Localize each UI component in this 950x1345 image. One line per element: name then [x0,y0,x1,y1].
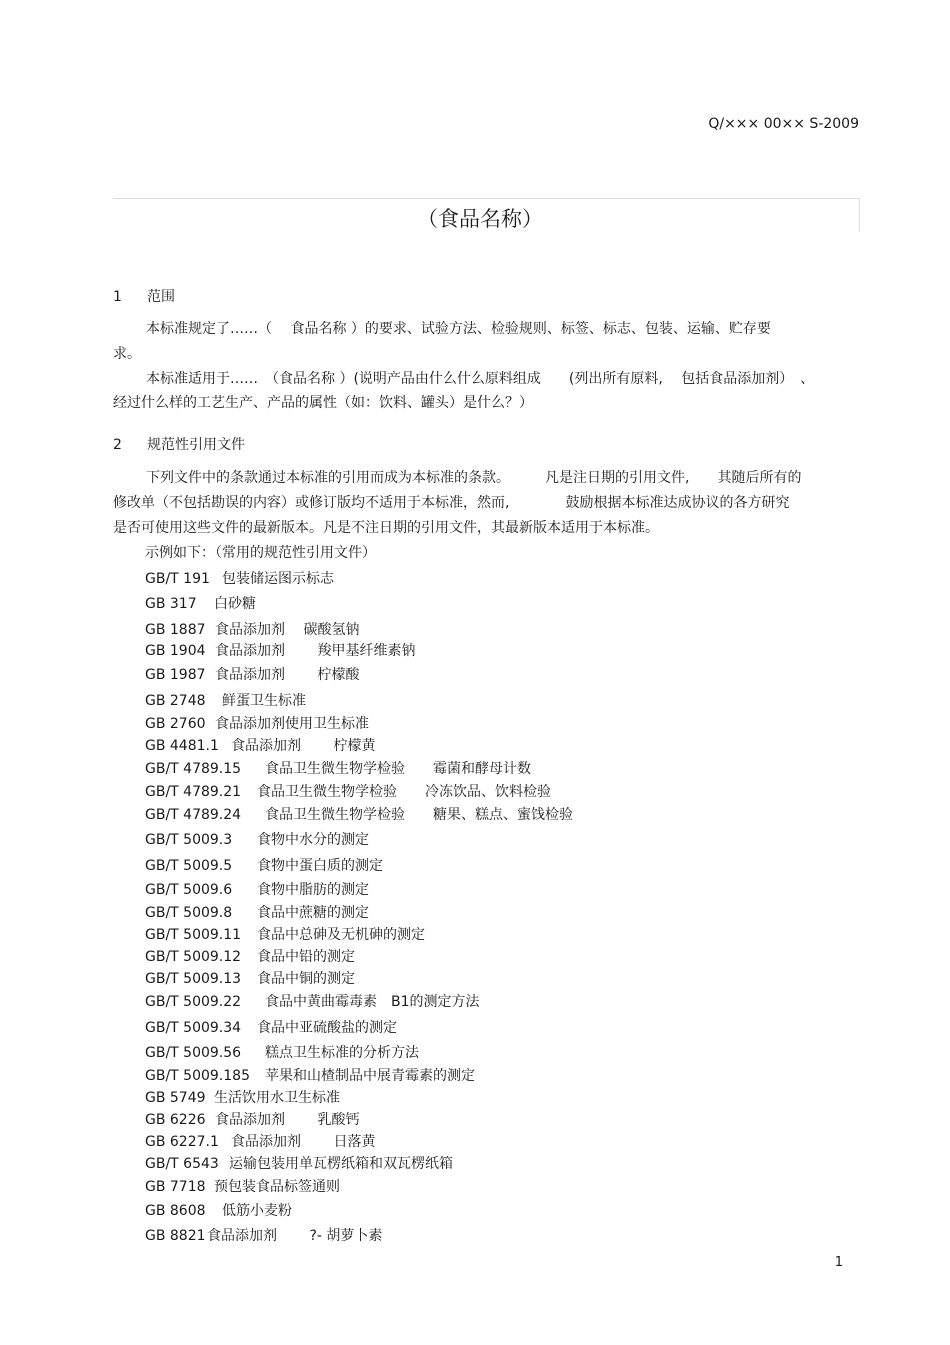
reference-name: 食品添加剂 柠檬黄 [231,738,376,754]
reference-code: GB 6226 [145,1112,206,1128]
reference-name: 食品添加剂 日落黄 [231,1134,376,1150]
section-2-title: 规范性引用文件 [147,437,245,453]
reference-item [145,1225,382,1245]
reference-item [145,1176,340,1196]
reference-item [145,1065,475,1085]
reference-name: 预包装食品标签通则 [214,1179,340,1195]
section-2-heading [113,434,245,454]
section-2-para-line-3: 是否可使用这些文件的最新版本。凡是不注日期的引用文件，其最新版本适用于本标准。 [113,520,659,536]
reference-code: GB 4481.1 [145,738,219,754]
reference-code: GB/T 5009.3 [145,832,233,848]
reference-name: 运输包装用单瓦楞纸箱和双瓦楞纸箱 [229,1156,453,1172]
reference-code: GB/T 5009.185 [145,1068,250,1084]
reference-item [145,781,551,801]
reference-name: 食物中脂肪的测定 [257,882,369,898]
reference-code: GB 7718 [145,1179,206,1195]
reference-code: GB 317 [145,596,197,612]
section-1-heading [113,286,175,306]
reference-item [145,946,355,966]
reference-item [145,1017,397,1037]
title-divider [113,198,860,199]
reference-item [145,1131,375,1151]
reference-name: 食品中总砷及无机砷的测定 [257,927,425,943]
reference-code: GB/T 5009.8 [145,905,233,921]
reference-item [145,619,359,639]
reference-name: 白砂糖 [214,596,256,612]
reference-name: 食品中蔗糖的测定 [257,905,369,921]
reference-code: GB/T 5009.56 [145,1045,242,1061]
reference-item [145,1109,359,1129]
reference-code: GB 2760 [145,716,206,732]
reference-item [145,735,375,755]
reference-name: 生活饮用水卫生标准 [214,1090,340,1106]
reference-name: 食品中亚硫酸盐的测定 [257,1020,397,1036]
reference-code: GB/T 191 [145,571,210,587]
reference-code: GB 8821 [145,1228,206,1244]
reference-code: GB/T 5009.5 [145,858,233,874]
reference-name: 食品添加剂 羧甲基纤维素钠 [215,643,416,659]
reference-code: GB 1987 [145,667,206,683]
reference-code: GB/T 5009.34 [145,1020,242,1036]
reference-code: GB 2748 [145,693,206,709]
reference-item [145,855,383,875]
reference-code: GB/T 4789.15 [145,761,242,777]
reference-code: GB/T 4789.21 [145,784,242,800]
section-1-number: 1 [113,289,122,305]
section-1-para-2-line-2: 经过什么样的工艺生产、产品的属性（如：饮料、罐头）是什么？） [113,395,533,411]
reference-item [145,924,425,944]
reference-name: 食品添加剂 乳酸钙 [215,1112,360,1128]
reference-code: GB/T 5009.13 [145,971,242,987]
reference-item [145,829,369,849]
reference-code: GB/T 5009.6 [145,882,233,898]
reference-item [145,690,306,710]
reference-name: 食品添加剂 ?- 胡萝卜素 [207,1228,383,1244]
reference-name: 食品卫生微生物学检验 冷冻饮品、饮料检验 [257,784,551,800]
reference-name: 鲜蛋卫生标准 [222,693,306,709]
reference-name: 食品中黄曲霉毒素 B1的测定方法 [265,994,480,1010]
reference-name: 糕点卫生标准的分析方法 [265,1045,419,1061]
reference-item [145,713,369,733]
reference-name: 食物中水分的测定 [257,832,369,848]
reference-name: 食品添加剂 碳酸氢钠 [215,622,360,638]
reference-name: 包装储运图示标志 [222,571,334,587]
reference-code: GB 8608 [145,1203,206,1219]
section-1-title: 范围 [147,289,175,305]
reference-code: GB/T 4789.24 [145,807,242,823]
reference-code: GB 6227.1 [145,1134,219,1150]
reference-code: GB/T 5009.22 [145,994,242,1010]
document-title: （食品名称） [417,207,543,231]
page-number: 1 [834,1255,843,1270]
reference-item [145,568,334,588]
reference-code: GB/T 5009.12 [145,949,242,965]
reference-name: 食品添加剂 柠檬酸 [215,667,360,683]
reference-item [145,1042,419,1062]
reference-code: GB 1887 [145,622,206,638]
reference-code: GB 5749 [145,1090,206,1106]
standard-code: Q/××× 00×× S-2009 [708,116,859,132]
reference-name: 食品中铅的测定 [257,949,355,965]
reference-name: 苹果和山楂制品中展青霉素的测定 [265,1068,475,1084]
reference-name: 食品中铜的测定 [257,971,355,987]
reference-item [145,758,531,778]
reference-item [145,991,480,1011]
section-1-para-1-line-1: 本标准规定了……（ 食品名称 ）的要求、试验方法、检验规则、标签、标志、包装、运输、贮存要 [146,321,771,337]
reference-code: GB/T 6543 [145,1156,219,1172]
reference-name: 低筋小麦粉 [222,1203,292,1219]
reference-item [145,664,359,684]
reference-name: 食品添加剂使用卫生标准 [215,716,369,732]
reference-item [145,1087,340,1107]
section-1-para-2-line-1: 本标准适用于…… （食品名称 ）(说明产品由什么什么原料组成 (列出所有原料, 包括食品添加剂） 、 [146,371,815,387]
reference-code: GB 1904 [145,643,206,659]
section-1-para-1-line-2: 求。 [113,346,141,362]
example-intro: 示例如下：（常用的规范性引用文件） [145,545,376,561]
section-2-para-line-2: 修改单（不包括勘误的内容）或修订版均不适用于本标准，然而, 鼓励根据本标准达成协议的各方研究 [113,495,790,511]
reference-item [145,902,369,922]
reference-item [145,804,573,824]
reference-item [145,968,355,988]
reference-item [145,1200,292,1220]
reference-name: 食品卫生微生物学检验 糖果、糕点、蜜饯检验 [265,807,573,823]
section-2-para-line-1: 下列文件中的条款通过本标准的引用而成为本标准的条款。 凡是注日期的引用文件, 其随后所有的 [146,470,802,486]
reference-name: 食物中蛋白质的测定 [257,858,383,874]
reference-item [145,593,256,613]
reference-code: GB/T 5009.11 [145,927,242,943]
reference-item [145,1153,453,1173]
section-2-number: 2 [113,437,122,453]
reference-item [145,879,369,899]
reference-item [145,640,415,660]
reference-name: 食品卫生微生物学检验 霉菌和酵母计数 [265,761,531,777]
